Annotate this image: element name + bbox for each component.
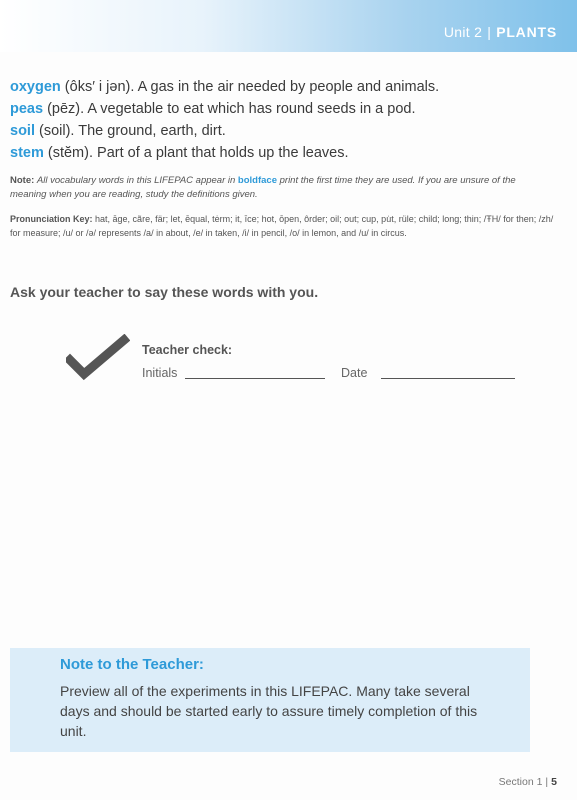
- vocab-pronunciation: (stĕm).: [47, 145, 93, 161]
- note-text-before: All vocabulary words in this LIFEPAC appear in: [36, 175, 236, 186]
- header-band: [0, 0, 577, 52]
- unit-label: Unit 2: [443, 24, 483, 40]
- teacher-note-title: Note to the Teacher:: [60, 656, 204, 673]
- footer-section: Section 1: [498, 776, 543, 788]
- vocab-definition: The ground, earth, dirt.: [78, 123, 226, 139]
- vocabulary-list: [10, 76, 570, 164]
- teacher-note-box: [10, 648, 530, 752]
- vocab-term: soil: [10, 123, 35, 139]
- header-separator: |: [487, 24, 492, 40]
- instruction-text: Ask your teacher to say these words with you.: [10, 284, 319, 300]
- pronunciation-key-label: Pronunciation Key:: [10, 214, 93, 224]
- vocab-entry: [10, 120, 570, 142]
- unit-title: [444, 24, 557, 40]
- vocab-definition: Part of a plant that holds up the leaves.: [97, 145, 349, 161]
- unit-topic: PLANTS: [496, 24, 557, 40]
- date-label: Date: [341, 366, 368, 380]
- vocab-entry: [10, 98, 570, 120]
- date-field[interactable]: [381, 378, 515, 379]
- initials-label: Initials: [142, 366, 178, 380]
- note-label: Note:: [10, 175, 35, 186]
- vocab-pronunciation: (soil).: [39, 123, 75, 139]
- pronunciation-key-text: hat, āge, cãre, fär; let, ēqual, tėrm; it, īce; hot, ōpen, ôrder; oil; out; cup, pu̇t, rüle; child; long; thin; /ŦH/ for then; /zh/ for measure; /u/ or /ə/ represents /a/ in about, /e/ in taken, /i/ in pencil, /o/ in lemon, and /u/ in circus.: [10, 214, 554, 238]
- vocabulary-note: [10, 174, 550, 202]
- pronunciation-key: [10, 212, 555, 240]
- teacher-check-title: Teacher check:: [142, 343, 233, 357]
- page-number: 5: [551, 776, 557, 788]
- vocab-term: stem: [10, 145, 44, 161]
- check-mark-icon: [66, 334, 130, 384]
- vocab-definition: A vegetable to eat which has round seeds in a pod.: [87, 101, 416, 117]
- note-text-after: print the first time they are used. If you are unsure of the meaning when you are reading, study the definitions given.: [10, 175, 516, 200]
- note-bold-word: boldface: [237, 175, 277, 186]
- initials-field[interactable]: [185, 378, 325, 379]
- vocab-entry: [10, 142, 570, 164]
- vocab-term: oxygen: [10, 79, 61, 95]
- page-footer: [499, 776, 557, 788]
- vocab-pronunciation: (ôks′ i jən).: [64, 79, 135, 95]
- teacher-note-text: Preview all of the experiments in this LIFEPAC. Many take several days and should be started early to assure timely completion of this unit.: [60, 683, 478, 739]
- vocab-entry: [10, 76, 570, 98]
- footer-separator: |: [545, 776, 549, 788]
- vocab-pronunciation: (pēz).: [47, 101, 85, 117]
- vocab-term: peas: [10, 101, 44, 117]
- vocab-definition: A gas in the air needed by people and animals.: [137, 79, 440, 95]
